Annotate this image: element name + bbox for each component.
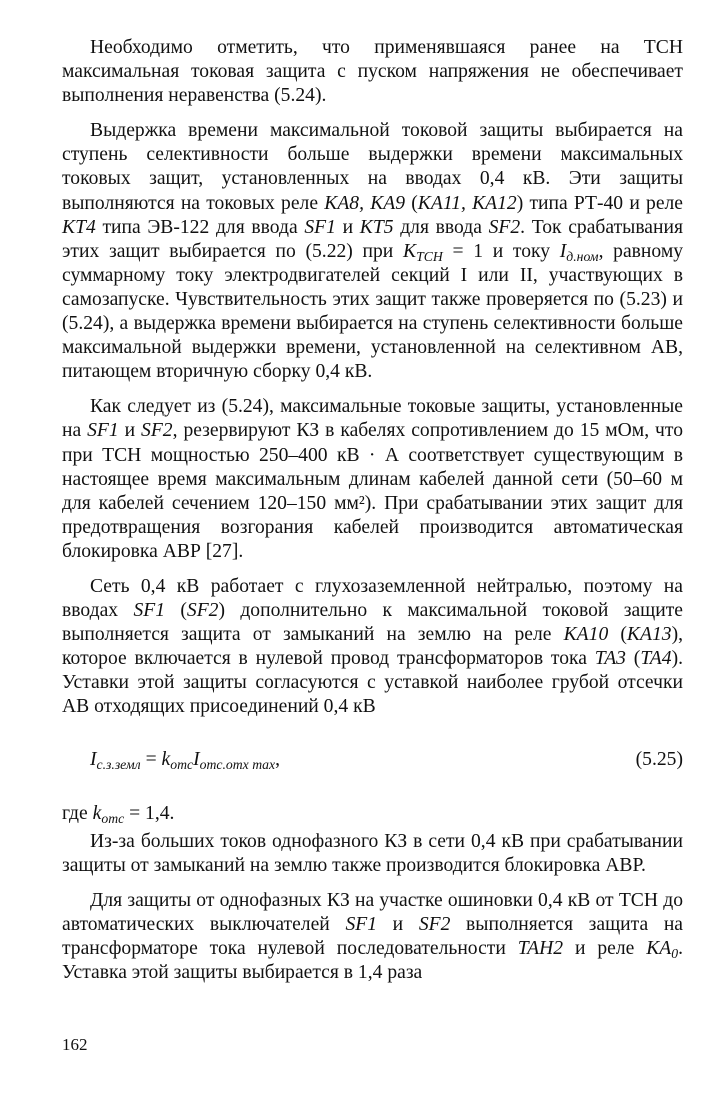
formula-expression [62,748,280,772]
text: ( [608,624,627,646]
paragraph-5 [62,802,683,826]
breaker-ref: SF1 [345,914,377,935]
subscript: 0 [671,946,679,962]
page-number: 162 [62,1035,88,1054]
formula-5-25 [62,748,683,772]
paragraph-1 [62,36,683,108]
relay-ref: KT5 [359,216,394,238]
subscript: отс [170,756,194,772]
subscript: отс [101,810,125,826]
text: , резервируют КЗ в кабелях сопротивлением до 15 мОм, что при ТСН мощностью 250–400 кВ · А соответствует существующим в настоящее время максимальным длинам кабелей данной сети (50–60 м для кабелей сечением 120–150 мм²). При срабатывании этих защит для предотвращения возгорания кабелей производится автоматическая блокировка АВР [27]. [62,420,683,562]
relay-ref: KA13 [626,624,672,646]
transformer-ref: TAH2 [517,938,564,960]
text: выполняется защита на трансформаторе тока нулевой последовательности [62,914,683,960]
breaker-ref: SF2 [141,420,173,442]
text: . Уставка этой защиты выбирается в 1,4 раза [62,938,683,984]
equation-number: (5.25) [635,748,683,770]
text: , равному суммарному току электродвигателей секций I или II, участвующих в самозапуске. Чувствительность этих защит также проверяется по (5.23) и (5.24), а выдержка времени выбирается на ступень селективности больше максимальной выдержки времени, установленной на селективном АВ, питающем вторичную сборку 0,4 кВ. [62,240,684,383]
text: ( [405,192,418,214]
text: Как следует из (5.24), максимальные токовые защиты, установленные на [62,396,683,442]
text: Сеть 0,4 кВ работает с глухозаземленной нейтралью, поэтому на вводах [62,575,683,622]
text: ) дополнительно к максимальной токовой защите выполняется защита от замыканий на землю на реле [62,600,683,646]
paragraph-3 [62,395,683,564]
text: Для защиты от однофазных КЗ на участке ошиновки 0,4 кВ от ТСН до автоматических выключателей [62,889,683,935]
text: ( [165,600,187,622]
transformer-ref: TA3 [594,648,626,670]
text: ). Уставки этой защиты согласуются с уставкой наиболее грубой отсечки АВ отходящих присоединений 0,4 кВ [62,648,683,718]
subscript: д.ном [566,248,599,264]
text: ) типа РТ-40 и реле [516,192,683,214]
text: Необходимо отметить, что применявшаяся ранее на ТСН максимальная токовая защита с пуском напряжения не обеспечивает выполнения неравенства (5.24). [62,37,683,107]
paragraph-7 [62,889,683,985]
symbol: I [90,748,97,770]
text: ), которое включается в нулевой провод трансформаторов тока [62,624,683,670]
text: = 1 и току [442,240,560,262]
relay-ref: KT4 [62,216,96,238]
text: = 1,4. [124,802,175,824]
breaker-ref: SF1 [87,420,119,442]
text: где [62,802,93,824]
text: и [377,914,419,935]
symbol: I [193,748,200,770]
text: Выдержка времени максимальной токовой защиты выбирается на ступень селективности больше выдержки времени максимальных токовых защит, установленных на вводах 0,4 кВ. Эти защиты выполняются на токовых реле [62,120,683,214]
relay-ref: KA10 [563,624,609,646]
paragraph-6 [62,830,683,878]
subscript: ТСН [416,248,443,264]
paragraph-4 [62,575,683,720]
text: и [118,420,142,442]
equals-sign: = [140,748,162,770]
symbol: k [92,802,102,824]
text: для ввода [393,216,489,238]
relay-ref: KA [646,938,672,960]
paragraph-2 [62,119,683,384]
symbol: I [559,240,567,262]
subscript: отс.отх max [199,756,276,772]
symbol: k [161,748,171,770]
text: типа ЭВ-122 для ввода [95,216,305,238]
breaker-ref: SF1 [133,600,165,622]
breaker-ref: SF2 [488,216,521,238]
relay-ref: KA11, KA12 [417,192,517,214]
transformer-ref: TA4 [640,648,672,670]
subscript: с.з.земл [96,756,141,772]
breaker-ref: SF2 [418,914,451,935]
breaker-ref: SF1 [304,216,336,238]
breaker-ref: SF2 [186,600,219,622]
text: Из-за больших токов однофазного КЗ в сети 0,4 кВ при срабатывании защиты от замыканий на землю также производится блокировка АВР. [62,830,683,876]
symbol: K [403,240,417,262]
text: ( [625,648,641,670]
relay-ref: KA8, KA9 [324,192,406,214]
text: и [335,216,360,238]
text: и реле [563,938,647,960]
punctuation: , [275,748,280,770]
text: . Ток срабатывания этих защит выбирается по (5.22) при [62,216,683,262]
